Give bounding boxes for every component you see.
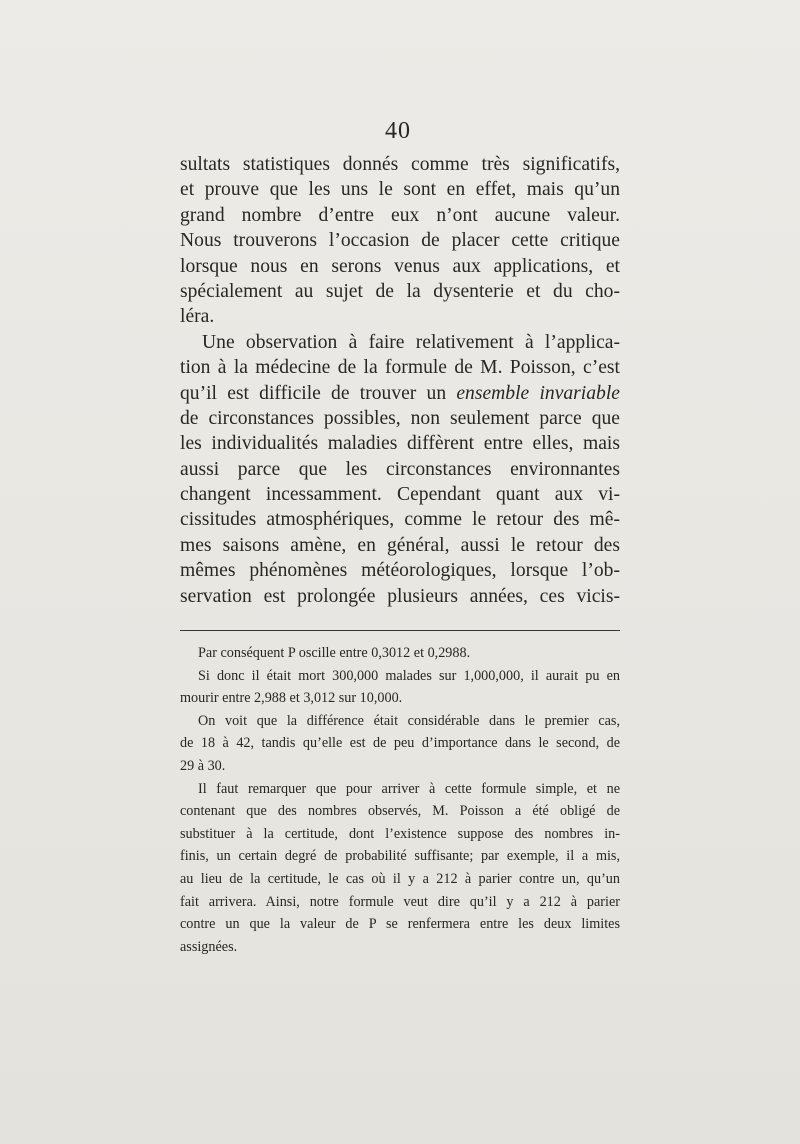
text-line: changent incessamment. Cependant quant aux vi- [180, 484, 620, 506]
footnote-line: contenant que des nombres observés, M. Poisson a été obligé de [180, 803, 620, 820]
footnote-line: contre un que la valeur de P se renfermera entre les deux limites [180, 916, 620, 933]
italic-phrase: ensemble invariable [456, 382, 620, 404]
footnote-line: 29 à 30. [180, 757, 226, 774]
text-line: sultats statistiques donnés comme très significatifs, [180, 154, 620, 175]
text-line: les individualités maladies diffèrent entre elles, mais [180, 433, 620, 455]
footnote-line: de 18 à 42, tandis qu’elle est de peu d’importance dans le second, de [180, 735, 620, 752]
text-line: mes saisons amène, en général, aussi le retour des [180, 534, 620, 556]
text-line: servation est prolongée plusieurs années, ces vicis- [180, 585, 620, 607]
footnote-line: au lieu de la certitude, le cas où il y a 212 à parier contre un, qu’un [180, 870, 620, 887]
footnotes [180, 642, 620, 958]
footnote-divider [180, 630, 620, 631]
text-line: de circonstances possibles, non seulement parce que [180, 407, 620, 429]
footnote-line: Il faut remarquer que pour arriver à cette formule simple, et ne [198, 780, 620, 797]
text-segment: qu’il est difficile de trouver un [180, 382, 457, 404]
footnote-line: fait arrivera. Ainsi, notre formule veut dire qu’il y a 212 à parier [180, 893, 620, 910]
text-line: lorsque nous en serons venus aux applications, et [180, 255, 620, 277]
text-line: cissitudes atmosphériques, comme le retour des mê- [180, 509, 620, 531]
text-line: et prouve que les uns le sont en effet, mais qu’un [180, 179, 620, 201]
footnote-line: finis, un certain degré de probabilité suffisante; par exemple, il a mis, [180, 848, 620, 865]
text-line [180, 381, 620, 406]
footnote-line: Si donc il était mort 300,000 malades sur 1,000,000, il aurait pu en [198, 667, 620, 684]
main-text [180, 152, 620, 609]
footnote-line: mourir entre 2,988 et 3,012 sur 10,000. [180, 690, 403, 707]
text-line: tion à la médecine de la formule de M. Poisson, c’est [180, 357, 620, 379]
text-line: Nous trouverons l’occasion de placer cette critique [180, 230, 620, 252]
footnote-line: substituer à la certitude, dont l’existence suppose des nombres in- [180, 825, 620, 842]
footnote-line: Par conséquent P oscille entre 0,3012 et 0,2988. [198, 645, 471, 661]
page-number: 40 [385, 118, 411, 144]
text-line: spécialement au sujet de la dysenterie et du cho- [180, 280, 620, 302]
text-line: grand nombre d’entre eux n’ont aucune valeur. [180, 204, 620, 226]
text-line: Une observation à faire relativement à l’applica- [202, 331, 620, 353]
text-line: mêmes phénomènes météorologiques, lorsque l’ob- [180, 560, 620, 582]
footnote-line: On voit que la différence était considérable dans le premier cas, [198, 712, 620, 729]
text-line: aussi parce que les circonstances environnantes [180, 458, 620, 480]
footnote-line: assignées. [180, 938, 238, 955]
text-line: léra. [180, 306, 215, 328]
